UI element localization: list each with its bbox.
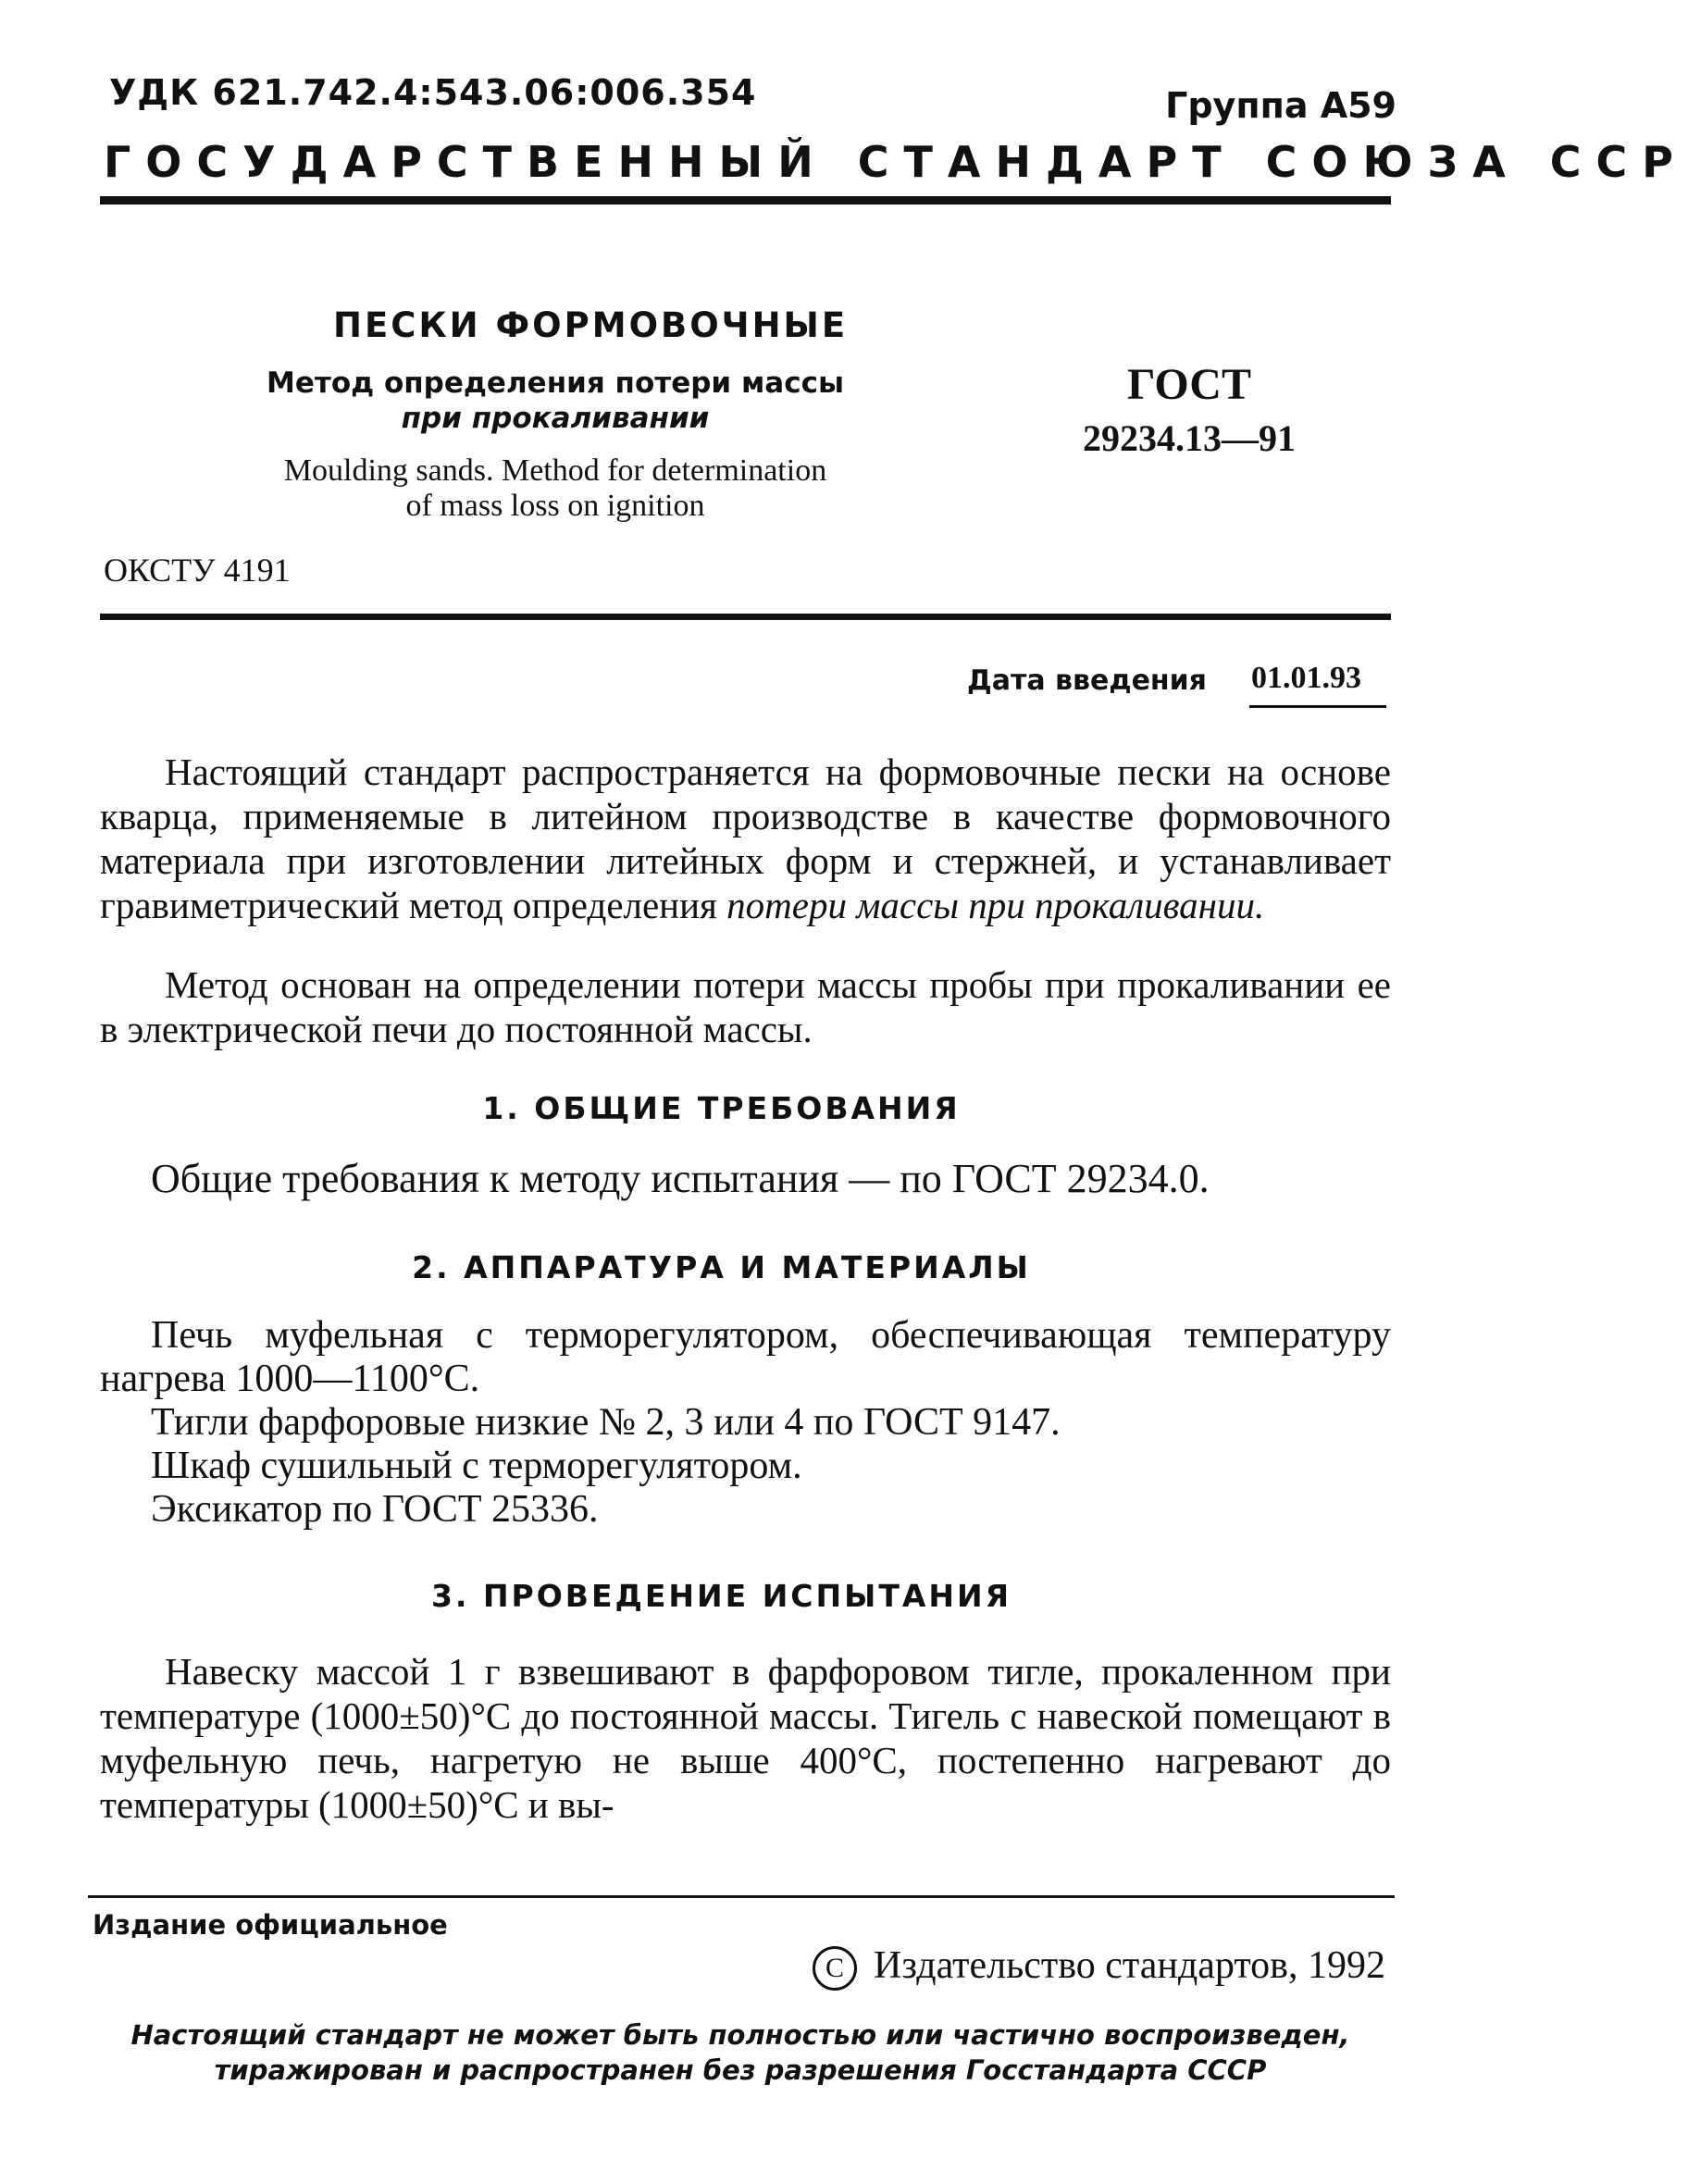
copyright-text: Издательство стандартов, 1992 [874,1944,1385,1987]
document-title: ПЕСКИ ФОРМОВОЧНЫЕ [333,305,849,345]
section-3-text: Навеску массой 1 г взвешивают в фарфоровом тигле, прокаленном при температуре (1000±50)°С до постоянной массы. Тигель с навеской помещают в муфельную печь, нагретую не выше 400°С, постепенно нагревают до температуры (1000±50)°С и вы- [100,1650,1391,1826]
apparatus-item-furnace: Печь муфельная с терморегулятором, обеспечивающая температуру нагрева 1000—1100°С. [100,1314,1391,1400]
apparatus-item-crucibles: Тигли фарфоровые низкие № 2, 3 или 4 по ГОСТ 9147. [151,1401,1061,1444]
section-1-text: Общие требования к методу испытания — по ГОСТ 29234.0. [151,1156,1210,1201]
method-paragraph: Метод основан на определении потери массы пробы при прокаливании ее в электрической печи до постоянной массы. [100,963,1391,1050]
footer-divider [88,1895,1395,1898]
middle-divider [100,614,1391,620]
intro-date-underline [1249,705,1386,708]
section-1-heading: 1. ОБЩИЕ ТРЕБОВАНИЯ [482,1090,961,1126]
top-divider [100,196,1391,205]
section-2-heading: 2. АППАРАТУРА И МАТЕРИАЛЫ [412,1249,1031,1285]
reproduction-notice-line-2: тиражирован и распространен без разрешения Госстандарта СССР [214,2054,1267,2086]
subtitle-line-2: при прокаливании [401,402,710,435]
intro-date-value: 01.01.93 [1251,661,1361,695]
state-standard-heading: ГОСУДАРСТВЕННЫЙ СТАНДАРТ СОЮЗА ССР [104,137,1688,187]
apparatus-item-desiccator: Эксикатор по ГОСТ 25336. [151,1488,599,1531]
official-edition-label: Издание официальное [93,1909,448,1941]
apparatus-list [100,1314,1391,1532]
gost-number: 29234.13—91 [1083,417,1296,459]
english-title [194,453,916,524]
intro-date-label: Дата введения [967,664,1207,697]
intro-paragraph-emphasis: потери массы при прокаливании. [726,884,1265,926]
okstu-code: ОКСТУ 4191 [104,552,291,589]
intro-paragraph [100,750,1391,927]
intro-paragraph-text: Настоящий стандарт распространяется на формовочные пески на основе кварца, применяемые в литейном производстве в качестве формовочного материала при изготовлении литейных форм и стержней, и устанавливает гравиметрический метод определения [100,751,1391,926]
document-subtitle [259,366,851,436]
english-title-line-2: of mass loss on ignition [405,489,705,523]
copyright-icon: C [813,1946,857,1991]
apparatus-item-drying-cabinet: Шкаф сушильный с терморегулятором. [151,1445,802,1487]
reproduction-notice-line-1: Настоящий стандарт не может быть полностью или частично воспроизведен, [130,2019,1350,2051]
udk-code: УДК 621.742.4:543.06:006.354 [109,72,757,113]
copyright-line [813,1943,1385,1991]
section-3-heading: 3. ПРОВЕДЕНИЕ ИСПЫТАНИЯ [430,1578,1012,1614]
subtitle-line-1: Метод определения потери массы [267,366,844,400]
group-code: Группа А59 [1165,85,1396,126]
gost-label: ГОСТ [1127,360,1251,409]
reproduction-notice [93,2017,1388,2088]
english-title-line-1: Moulding sands. Method for determination [283,453,827,488]
